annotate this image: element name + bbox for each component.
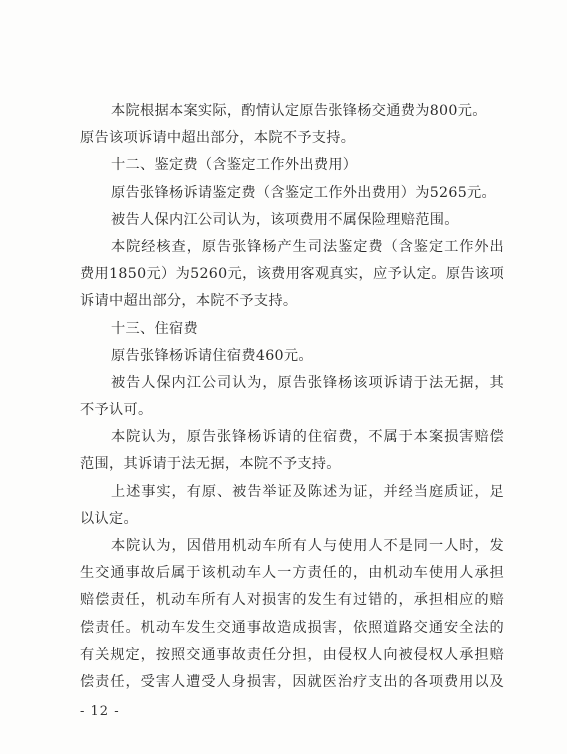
text-line: 被告人保内江公司认为，原告张锋杨该项诉请于法无据，其 (111, 374, 504, 391)
text-line: 偿责任，受害人遭受人身损害，因就医治疗支出的各项费用以及 (80, 673, 504, 690)
text-line: 本院根据本案实际，酌情认定原告张锋杨交通费为800元。 (111, 103, 487, 119)
text-line: 原告张锋杨诉请鉴定费（含鉴定工作外出费用）为5265元。 (111, 184, 497, 201)
text-line: 本院认为，因借用机动车所有人与使用人不是同一人时，发 (111, 538, 504, 554)
text-line: 被告人保内江公司认为，该项费用不属保险理赔范围。 (111, 211, 459, 228)
text-line: 十二、鉴定费（含鉴定工作外出费用） (111, 157, 358, 174)
text-line: 生交通事故后属于该机动车人一方责任的，由机动车使用人承担 (80, 565, 504, 582)
text-line: 有关规定，按照交通事故责任分担，由侵权人向被侵权人承担赔 (80, 646, 504, 663)
text-line: 本院经核查，原告张锋杨产生司法鉴定费（含鉴定工作外出 (111, 238, 504, 255)
text-line: 以认定。 (80, 510, 138, 527)
text-line: 不予认可。 (80, 402, 153, 419)
text-line: 偿责任。机动车发生交通事故造成损害，依照道路交通安全法的 (80, 619, 504, 636)
text-line: 范围，其诉请于法无据，本院不予支持。 (80, 456, 341, 473)
text-line: 原告张锋杨诉请住宿费460元。 (111, 347, 313, 364)
text-line: 上述事实，有原、被告举证及陈述为证，并经当庭质证，足 (111, 483, 504, 500)
text-line: 原告该项诉请中超出部分，本院不予支持。 (80, 130, 356, 147)
text-line: 赔偿责任，机动车所有人对损害的发生有过错的，承担相应的赔 (80, 592, 504, 609)
text-line: 本院认为，原告张锋杨诉请的住宿费，不属于本案损害赔偿 (111, 429, 504, 446)
text-line: 十三、住宿费 (111, 320, 198, 337)
text-line: 费用1850元）为5260元，该费用客观真实，应予认定。原告该项 (80, 266, 504, 283)
page-number: - 12 - (80, 704, 120, 719)
text-line: 诉请中超出部分，本院不予支持。 (80, 293, 298, 310)
document-body (80, 98, 504, 696)
